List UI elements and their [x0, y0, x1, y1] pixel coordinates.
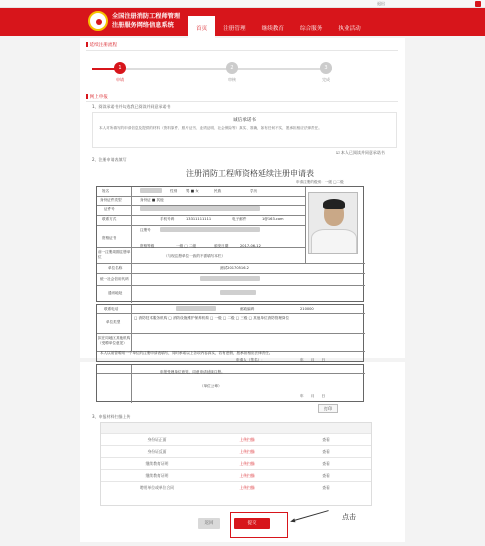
gender-radio[interactable]: 男 ■ 女 — [186, 189, 199, 193]
view-link[interactable]: 查看 — [322, 485, 330, 490]
label-prev-reg: 前一注册周期注册单位 — [98, 250, 131, 259]
label-signature: 申请人（签名）： — [236, 358, 265, 362]
label-id-type: 身份证件类型 — [100, 198, 122, 202]
view-link[interactable]: 查看 — [322, 449, 330, 454]
form-title: 注册消防工程师资格延续注册申请表 — [186, 169, 314, 178]
table-col — [131, 187, 132, 303]
table-row — [101, 481, 371, 493]
table-row — [101, 445, 371, 457]
label-unit-type: 单位类型 — [106, 320, 121, 324]
step-2-label: 审核 — [228, 77, 236, 82]
submit-highlight-box — [230, 512, 288, 538]
logout-link[interactable]: 退出 — [377, 1, 385, 6]
submit-button[interactable]: 提交 — [234, 518, 270, 529]
divider — [86, 101, 398, 102]
view-link[interactable]: 查看 — [322, 473, 330, 478]
cert-no-value — [160, 227, 260, 232]
declaration-text: 本人以前曾聘用一个单位的注册申请表填写，同时承诺以上各项内容真实，若有虚假，愿承担相应法律责任。 — [100, 351, 273, 355]
label-gender: 性别 — [170, 189, 178, 193]
click-annotation: 点击 — [342, 513, 356, 521]
label-mobile: 手机号码 — [160, 217, 175, 221]
photo-hair — [323, 199, 345, 209]
nav-home[interactable]: 首页 — [188, 16, 215, 44]
material-name: 身份证正面 — [147, 437, 167, 442]
label-email: 电子邮件 — [232, 217, 247, 221]
step-upload: 3、申报材料扫描上传 — [92, 414, 131, 419]
label-id-no: 证件号 — [104, 207, 115, 211]
unit-type-options[interactable]: □ 消防技术服务机构 □ 消防设施维护保养机构 □ 一级 □ 二级 □ 三级 □ 其他单位消防管理岗位 — [134, 316, 290, 320]
brand-text — [112, 12, 190, 30]
seal-date: 年 月 日 — [300, 394, 326, 398]
promise-box — [92, 112, 397, 148]
step-read-promise: 1、阅读承诺书并勾选我已阅读并同意承诺书 — [92, 104, 171, 109]
table-row — [101, 457, 371, 469]
label-address: 通讯地址 — [108, 291, 123, 295]
label-other-reg: 拟在同地区其他机构（受聘单位意见） — [98, 336, 131, 345]
table-row — [97, 263, 365, 264]
label-unit-name: 单位名称 — [108, 266, 123, 270]
table-row — [97, 273, 365, 274]
credit-code-value — [200, 276, 260, 281]
logo-mark — [96, 19, 102, 25]
nav-practice[interactable]: 执业活动 — [338, 26, 361, 32]
table-row — [101, 469, 371, 481]
nav-services[interactable]: 综合服务 — [299, 26, 323, 32]
top-strip — [0, 0, 485, 8]
label-cert-no: 注册号 — [140, 228, 151, 232]
agree-label: 本人已阅读并同意承诺书 — [340, 150, 385, 155]
upload-link[interactable]: 上传扫描 — [239, 485, 255, 490]
nav-education[interactable]: 继续教育 — [261, 26, 284, 32]
prev-reg-hint: （与现注册单位一致的不需填写本栏） — [164, 254, 226, 258]
material-name: 聘用单位或单位合同 — [139, 485, 175, 490]
table-row — [97, 373, 365, 374]
step-1-label: 申请 — [116, 77, 124, 82]
table-row — [97, 215, 305, 216]
view-link[interactable]: 查看 — [322, 461, 330, 466]
promise-title: 诚信承诺书 — [233, 118, 256, 123]
table-col — [131, 365, 132, 403]
id-type-radio[interactable]: 身份证 ■ 其他 — [140, 198, 164, 202]
table-col — [305, 187, 306, 263]
issue-value: 2017-06-12 — [240, 244, 261, 248]
step-1: 1 — [114, 62, 126, 74]
back-button[interactable]: 返回 — [198, 518, 220, 529]
sign-date: 年 月 日 — [300, 358, 326, 362]
materials-header — [101, 423, 371, 433]
table-row — [97, 247, 305, 248]
cert-level-radio[interactable]: 一级 □ 二级 — [176, 244, 197, 248]
label-name: 姓名 — [102, 189, 110, 193]
address-value — [220, 290, 256, 295]
step-3: 3 — [320, 62, 332, 74]
seal-note: 申报受理单位意见，同意申请延续注册。 — [160, 370, 225, 374]
contact-phone-value — [176, 306, 216, 311]
label-edu: 学历 — [250, 189, 258, 193]
label-cert-level: 资格等级 — [140, 244, 155, 248]
print-button[interactable]: 打印 — [318, 404, 338, 413]
label-nation: 民族 — [214, 189, 222, 193]
section-apply-title: 网上申报 — [86, 94, 108, 100]
name-value — [140, 188, 162, 193]
photo-shirt — [311, 229, 357, 254]
material-name: 继续教育证明 — [145, 461, 169, 466]
step-fill-form: 2、注册申请表填写 — [92, 157, 127, 162]
step-3-label: 完成 — [322, 77, 330, 82]
site-header — [0, 8, 485, 36]
applicant-photo — [308, 192, 358, 254]
logo — [88, 11, 108, 31]
upload-link[interactable]: 上传扫描 — [239, 473, 255, 478]
mobile-value: 13311111111 — [186, 217, 212, 221]
label-cert: 资格证书 — [102, 236, 117, 240]
unit-name-value: 测试20170516.2 — [220, 266, 249, 270]
table-row — [97, 225, 305, 226]
table-row — [97, 313, 365, 314]
table-row — [97, 285, 365, 286]
view-link[interactable]: 查看 — [322, 437, 330, 442]
nav-registration[interactable]: 注册管理 — [223, 26, 246, 32]
brand-line-1: 全国注册消防工程师管理 — [112, 13, 181, 20]
table-row — [97, 196, 305, 197]
agree-checkbox[interactable]: ☑ 本人已阅读并同意承诺书 — [336, 150, 385, 155]
label-phone: 联系方式 — [102, 217, 117, 221]
seal-label: （单位公章） — [200, 384, 222, 388]
step-2: 2 — [226, 62, 238, 74]
id-no-value — [140, 206, 260, 211]
progress-track — [92, 68, 332, 70]
materials-table — [100, 422, 372, 506]
upload-link[interactable]: 上传扫描 — [239, 437, 255, 442]
email-value: 1@163.com — [262, 217, 284, 221]
label-issue: 颁发日期 — [214, 244, 229, 248]
section-process-title: 延续注册流程 — [86, 42, 117, 48]
upload-link[interactable]: 上传扫描 — [239, 449, 255, 454]
material-name: 继续教育证明 — [145, 473, 169, 478]
material-name: 身份证反面 — [147, 449, 167, 454]
table-row — [97, 333, 365, 334]
table-row — [101, 433, 371, 445]
postcode-value: 210000 — [300, 307, 314, 311]
close-icon[interactable] — [475, 1, 481, 7]
label-postcode: 邮政编码 — [240, 307, 255, 311]
divider — [86, 50, 398, 51]
brand-line-2: 注册服务网络信息系统 — [112, 22, 174, 29]
upload-link[interactable]: 上传扫描 — [239, 461, 255, 466]
label-contact-phone: 联系电话 — [104, 307, 119, 311]
form-level: 申请注册的级别：一级 □二级 — [296, 180, 344, 184]
promise-body: 本人对所填写的申请信息及提供的材料（资料原件、照片证书、业绩证明、社会保险等）真实、准确，如有任何不实，愿承担相应法律责任。 — [99, 126, 322, 130]
label-credit-code: 统一社会信用代码 — [100, 277, 129, 281]
